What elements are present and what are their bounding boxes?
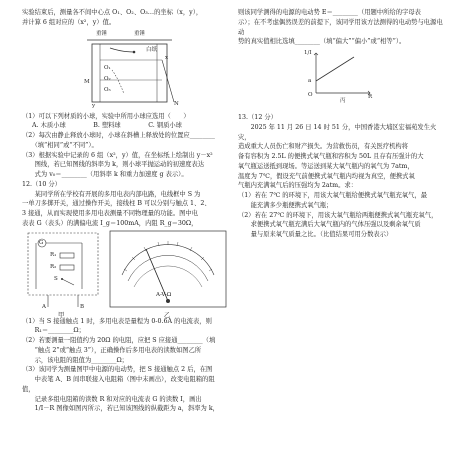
projectile-apparatus-figure	[62, 30, 227, 110]
label-y: y	[92, 102, 96, 109]
q13-body-3: 备有容积为 2.5L 的便携式氧气瓶和容积为 50L 且存有压强计的大	[238, 153, 424, 160]
graph-o-label: O	[308, 92, 313, 98]
bottom-fade	[0, 448, 456, 466]
q12-body-2: 一单刀多掷开关，通过操作开关，接线柱 B 可以分别与触点 1、2、	[22, 200, 211, 208]
q12-item-1: （1）当 S 接通触点 1 时，多用电表是量程为 0-0.6A 的电流表，则	[22, 317, 212, 325]
q12-item-2: R₁＝________Ω；	[22, 327, 85, 335]
q12-figures	[22, 229, 227, 317]
q12-item-6: （3）该同学为测量图甲中电源的电动势，把 S 接通触点 2 后，在图	[22, 366, 213, 374]
circuit-label-r2: R₂	[50, 263, 57, 270]
label-paper: 白纸	[146, 46, 158, 53]
q11-item-2: （2）每次由静止释放小球时，小球在斜槽上释放处的位置应________	[22, 132, 215, 139]
intro-line-2: 并计算 6 组对应的（x²，y）值。	[22, 18, 116, 26]
q12-body-1: 某同学所在学校有开展的多用电表内部电路，电线框中 S 为	[22, 190, 201, 198]
label-o1: O₁	[104, 64, 111, 71]
label-heavy-right: 重锤	[134, 30, 146, 37]
q13-body-2: 造成重大人员伤亡和财产损失。为营救伤员，有关医疗机构将	[238, 143, 409, 151]
q11-options	[22, 121, 182, 131]
circuit-label-a: A	[42, 303, 46, 310]
circuit-label-g: G	[39, 239, 44, 246]
graph-bing-figure	[304, 49, 446, 107]
graph-y-label: 1/I	[304, 50, 312, 56]
q11-item-1: （1）可以下列材质的小球，实验中所用小球应选用（ ）	[22, 112, 190, 120]
circuit-label-r1: R₁	[50, 251, 57, 258]
graph-a-label: a	[308, 78, 312, 84]
graph-x-label: R	[368, 94, 373, 100]
graph-caption: 丙	[340, 98, 346, 104]
q12-body-4: 表表 G（表头）的满偏电流 I_g＝100mA，内阻 R_g＝30Ω，	[22, 219, 198, 227]
right-column	[238, 8, 446, 240]
q13-item-2: 能充满多少瓶便携式氧气瓶；	[238, 201, 333, 209]
q12-item-7: 中表笔 A、B 间串联接入电阻箱（图中未画出），改变电阻箱的阻值，	[22, 376, 215, 393]
intro-line-1: 实验结束后，测量各不间中心点 O₁、O₂、O₃…的坐标（x，y），	[22, 9, 203, 16]
label-o3: O₃	[104, 86, 111, 93]
label-m: M	[84, 78, 90, 85]
q13-item-5: 量与原来氧气质量之比。（比值结果可用分数表示）	[238, 231, 393, 238]
caption-figure-jia: 甲	[58, 311, 65, 319]
q11-item-6: 式为 v₀＝________（用斜率 k 和重力加速度 g 表示）。	[22, 171, 188, 178]
right-top-line-1: 则该同学测得的电源的电动势 E＝________（用题中所给的字母表	[238, 9, 421, 16]
left-column	[22, 8, 227, 414]
inverse-current-vs-resistance-graph	[304, 49, 374, 99]
right-top-line-3: 势的真实值相比选填________（填“偏大”“偏小”或“相等”）。	[238, 38, 406, 46]
q13-body-4: 氧气瓶运送抵到现场。等运送到某大氧气瓶内的氧气为 7atm，	[238, 162, 414, 170]
label-n: N	[174, 100, 179, 107]
q11-option-b: B. 塑料球	[93, 122, 121, 130]
q11-item-3: （填“相同”或“不同”）。	[22, 141, 98, 149]
q12-item-5: 示，该电阻的阻值为________Ω；	[22, 356, 128, 364]
q12-item-9: 1/I－R 图像如图丙所示，若已知该图线的纵截距为 a，斜率为 k，	[22, 405, 219, 413]
label-o2: O₂	[104, 75, 111, 82]
circuit-label-s: S	[54, 275, 58, 282]
q12-item-3: （2）若要测量一阻值约为 20Ω 的电阻，应把 S 应接通________（填	[22, 337, 216, 344]
q13-body-1: 2025 年 11 月 26 日 14 时 51 分，中国香港大埔区宏福苑发生火灾，	[238, 123, 437, 141]
multimeter-circuit-diagram	[22, 229, 104, 309]
q12-item-8: 记录多组电阻箱的读数 R 和对应的电流表 G 的读数 I，画出	[22, 395, 202, 403]
q13-heading: 13.（12 分）	[238, 114, 277, 121]
q11-option-c: C. 钢质小球	[148, 122, 182, 130]
q13-item-3: （2）若在 27℃ 的环境下，用该大氧气瓶给两瓶便携式氧气瓶充氧气，	[238, 211, 438, 219]
q13-body-6: 气瓶内充满氧气后的压强均为 2atm。求：	[238, 182, 358, 190]
label-x: x	[165, 54, 169, 61]
q13-body-5: 温度为 7℃，假设充气前便携式氧气瓶内均视为真空，便携式氧	[238, 172, 415, 180]
label-heavy-left: 重锤	[96, 30, 108, 37]
q11-item-4: （3）根据实验中记录的 6 组（x²，y）值，在坐标纸上绘制出 y－x²	[22, 151, 213, 159]
q12-item-4: “触点 2”或“触点 3”），正确操作后多用电表的读数如图乙所	[22, 346, 202, 354]
q11-item-5: 图线，若已知图线的斜率为 k，则小球平抛运动的初速度表达	[22, 161, 205, 169]
q13-item-1: （1）若在 7℃ 的环境下，用该大氧气瓶给便携式氧气瓶充氧气，最	[238, 192, 428, 199]
meter-label: A-V-Ω	[156, 291, 172, 298]
q13-item-4: 求便携式氧气瓶充满后大氧气瓶内的气体压强以及剩余氧气质	[238, 221, 421, 229]
right-top-line-2: 示）；在不考虑偶然误差的前提下，该同学用该方法测得的电动势与电源电动	[238, 18, 443, 36]
circuit-label-b: B	[80, 303, 85, 310]
caption-figure-yi: 乙	[164, 311, 171, 319]
q11-option-a: A. 木质小球	[32, 122, 66, 130]
apparatus-drawing	[62, 30, 182, 110]
q12-heading: 12.（10 分）	[22, 180, 61, 188]
q12-body-3: 3 接通，从而实现使用多用电表测量不同物理量的功能。图中电	[22, 210, 199, 217]
